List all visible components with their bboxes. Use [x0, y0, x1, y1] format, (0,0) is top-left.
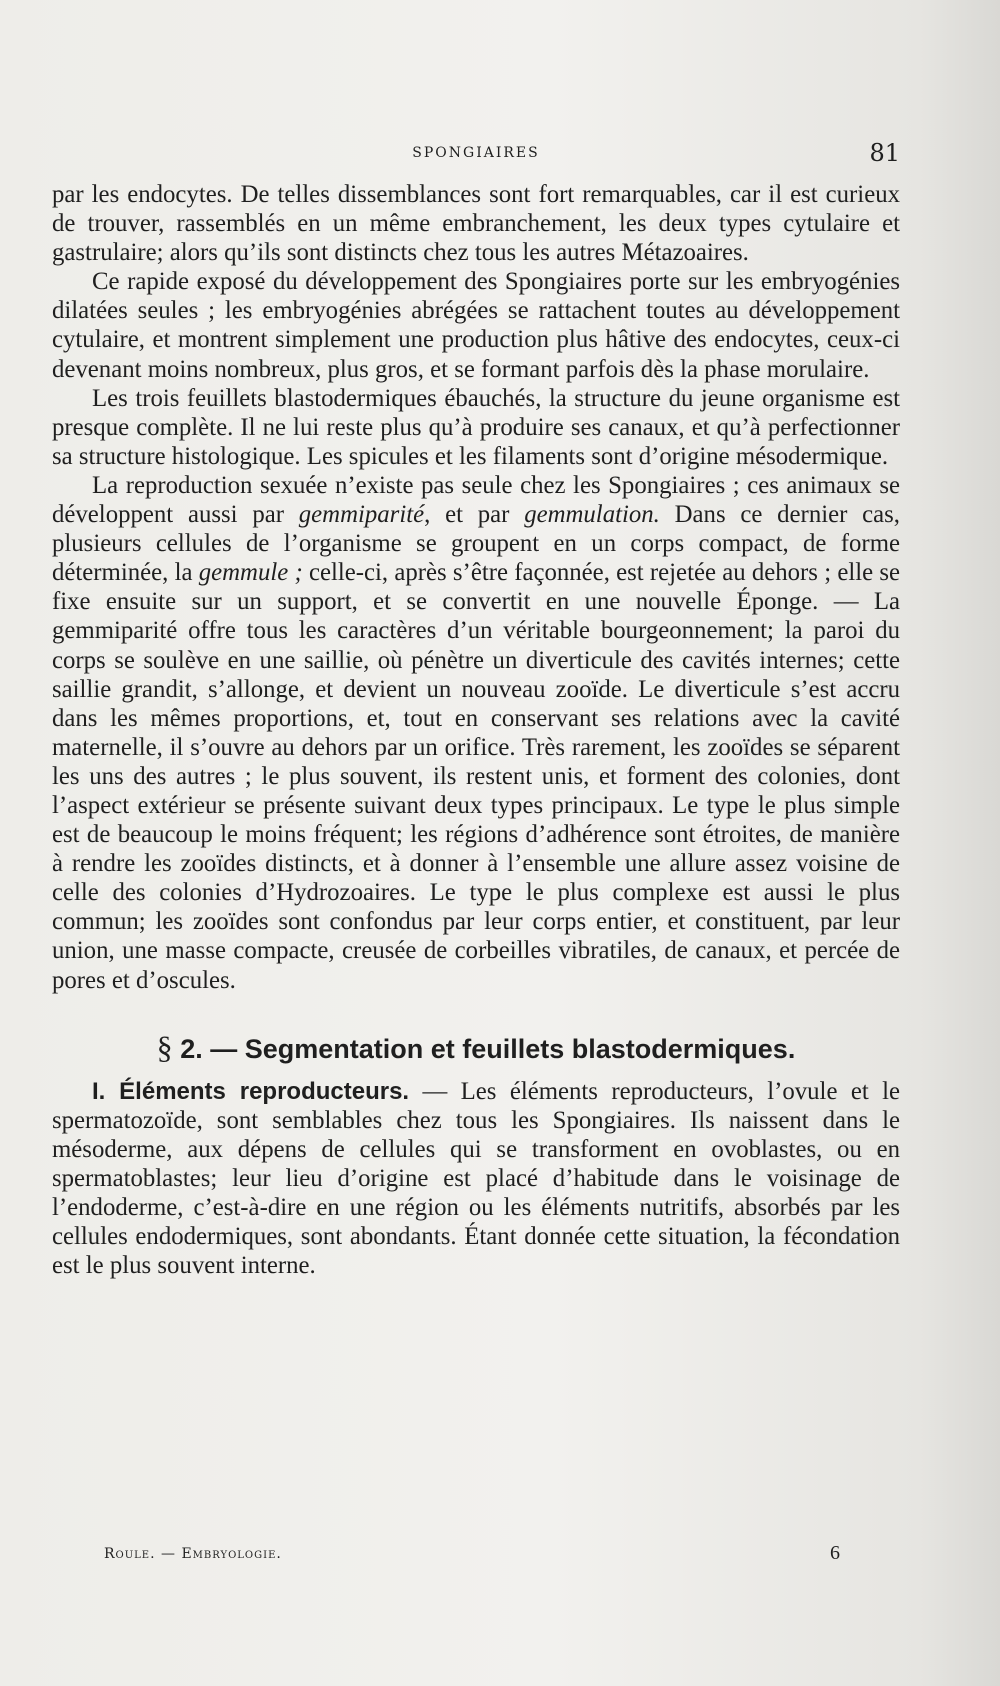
- subsection-heading: I. Éléments reproducteurs.: [92, 1077, 410, 1105]
- section-sign: §: [156, 1028, 173, 1065]
- paragraph-3: Les trois feuillets blastodermiques ébauchés, la structure du jeune organisme est presque complète. Il ne lui reste plus qu’à produire ses canaux, et qu’à perfectionner sa structure histologique. Les spicules et les filaments sont d’origine mésodermique.: [52, 384, 900, 470]
- section-heading: [52, 1028, 900, 1065]
- term-gemmulation: gemmulation.: [524, 501, 660, 529]
- running-title: SPONGIAIRES: [412, 145, 540, 161]
- paragraph-5: [52, 1077, 900, 1281]
- paragraph-5-text: — Les éléments reproducteurs, l’ovule et le spermatozoïde, sont semblables chez tous les Spongiaires. Ils naissent dans le mésoderme, aux dépens de cellules qui se transforment en ovoblastes, ou en spermatoblastes; leur lieu d’origine est placé d’habitude dans le voisinage de l’endoderme, c’est-à-dire en une région ou les éléments nutritifs, absorbés par les cellules endodermiques, sont abondants. Étant donnée cette situation, la fécondation est le plus souvent interne.: [52, 1077, 900, 1280]
- paragraph-1: par les endocytes. De telles dissemblances sont fort remarquables, car il est curieux de trouver, rassemblés en un même embranchement, les deux types cytulaire et gastrulaire; alors qu’ils sont distincts chez tous les autres Métazoaires.: [52, 181, 900, 267]
- footer-signature: Roule. — Embryologie.: [104, 1546, 282, 1562]
- signature-mark: 6: [830, 1542, 840, 1564]
- paragraph-4-text-3: Dans ce dernier cas, plusieurs cellules de l’organisme se groupent en un corps compact, de forme déterminée, la: [52, 501, 901, 587]
- page-footer: [104, 1542, 840, 1568]
- paragraph-4-text-1: La reproduction sexuée n’existe pas seule chez les Spongiaires ; ces animaux se développent aussi par: [52, 471, 900, 529]
- term-gemmule: gemmule ;: [198, 559, 303, 587]
- section-title: 2. — Segmentation et feuillets blastodermiques.: [180, 1033, 796, 1064]
- term-gemmiparite: gemmiparité: [298, 501, 425, 529]
- paragraph-2: Ce rapide exposé du développement des Spongiaires porte sur les embryogénies dilatées seules ; les embryogénies abrégées se rattachent toutes au développement cytulaire, et montrent simplement une production plus hâtive des endocytes, ceux-ci devenant moins nombreux, plus gros, et se formant parfois dès la phase morulaire.: [52, 268, 900, 383]
- page-header: [52, 139, 900, 171]
- paragraph-4: [52, 471, 900, 995]
- paragraph-4-text-4: celle-ci, après s’être façonnée, est rejetée au dehors ; elle se fixe ensuite sur un support, et se convertit en une nouvelle Éponge. — La gemmiparité offre tous les caractères d’un véritable bourgeonnement; la paroi du corps se soulève en une saillie, où pénètre un diverticule des cavités internes; cette saillie grandit, s’allonge, et devient un nouveau zooïde. Le diverticule s’est accru dans les mêmes proportions, et, tout en conservant ses relations avec la cavité maternelle, il s’ouvre au dehors par un orifice. Très rarement, les zooïdes se séparent les uns des autres ; le plus souvent, ils restent unis, et forment des colonies, dont l’aspect extérieur se présente suivant deux types principaux. Le type le plus simple est de beaucoup le moins fréquent; les régions d’adhérence sont étroites, de manière à rendre les zooïdes distincts, et à donner à l’ensemble une allure assez voisine de celle des colonies d’Hydrozoaires. Le type le plus complexe est aussi le plus commun; les zooïdes sont confondus par leur corps entier, et constituent, par leur union, une masse compacte, creusée de corbeilles vibratiles, de canaux, et percée de pores et d’oscules.: [52, 559, 900, 994]
- paragraph-4-text-2: , et par: [424, 501, 525, 529]
- main-text: [52, 180, 900, 1280]
- page-number: 81: [869, 139, 900, 167]
